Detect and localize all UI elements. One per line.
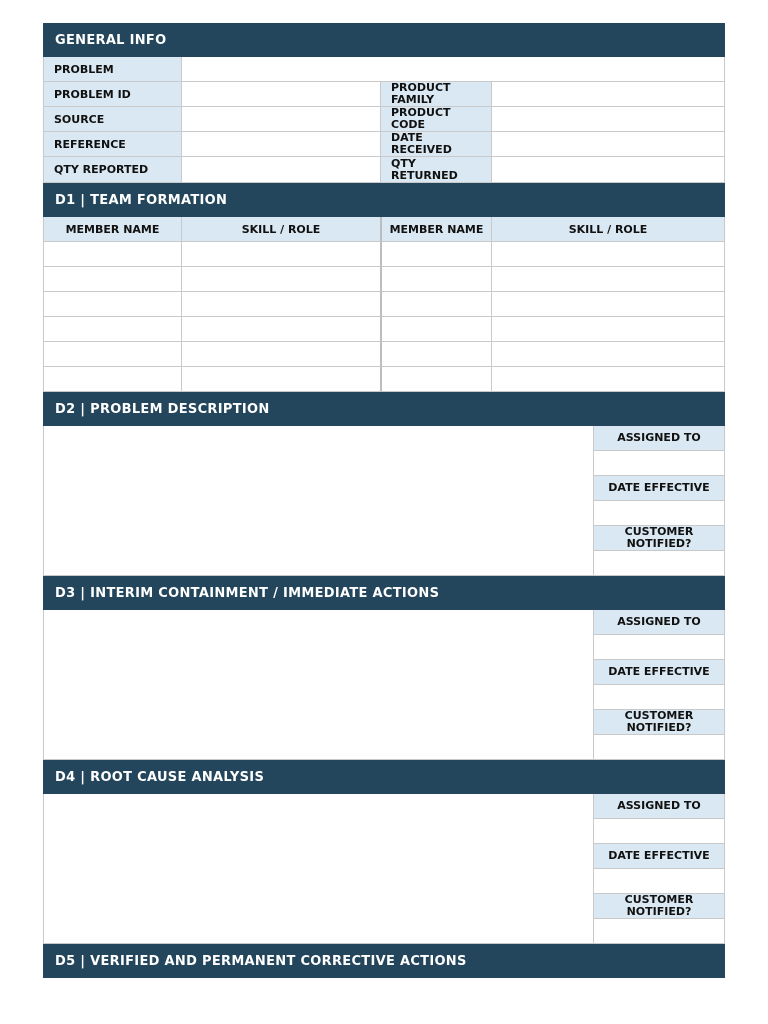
problem-field[interactable] <box>182 57 725 82</box>
qty-returned-label: QTY RETURNED <box>381 157 492 183</box>
reference-label: REFERENCE <box>44 132 182 157</box>
team-table <box>43 217 725 392</box>
reference-field[interactable] <box>182 132 381 157</box>
member-name-cell[interactable] <box>44 267 182 292</box>
skill-role-cell[interactable] <box>182 267 382 292</box>
d3-section <box>43 610 725 760</box>
assigned-to-label: ASSIGNED TO <box>594 794 725 819</box>
product-code-label: PRODUCT CODE <box>381 107 492 132</box>
member-name-cell[interactable] <box>382 367 492 392</box>
skill-role-cell[interactable] <box>492 242 725 267</box>
d1-title: D1 | TEAM FORMATION <box>55 192 228 208</box>
skill-role-cell[interactable] <box>492 342 725 367</box>
general-info-title: GENERAL INFO <box>55 32 167 48</box>
qty-reported-label: QTY REPORTED <box>44 157 182 183</box>
date-effective-field[interactable] <box>594 501 725 526</box>
member-name-cell[interactable] <box>44 242 182 267</box>
customer-notified-label: CUSTOMER NOTIFIED? <box>594 894 725 919</box>
member-name-cell[interactable] <box>44 367 182 392</box>
skill-role-cell[interactable] <box>492 367 725 392</box>
root-cause-field[interactable] <box>44 794 594 944</box>
member-name-cell[interactable] <box>44 317 182 342</box>
assigned-to-field[interactable] <box>594 451 725 476</box>
product-family-label: PRODUCT FAMILY <box>381 82 492 107</box>
skill-role-header-2: SKILL / ROLE <box>492 217 725 242</box>
general-info-header <box>43 23 725 57</box>
member-name-header: MEMBER NAME <box>44 217 182 242</box>
member-name-cell[interactable] <box>382 342 492 367</box>
skill-role-header: SKILL / ROLE <box>182 217 382 242</box>
assigned-to-label: ASSIGNED TO <box>594 426 725 451</box>
qty-reported-field[interactable] <box>182 157 381 183</box>
assigned-to-label: ASSIGNED TO <box>594 610 725 635</box>
member-name-cell[interactable] <box>382 317 492 342</box>
date-received-label: DATE RECEIVED <box>381 132 492 157</box>
assigned-to-field[interactable] <box>594 635 725 660</box>
problem-description-field[interactable] <box>44 426 594 576</box>
d2-section <box>43 426 725 576</box>
qty-returned-field[interactable] <box>492 157 725 183</box>
skill-role-cell[interactable] <box>492 292 725 317</box>
report-sheet <box>43 23 725 978</box>
date-effective-label: DATE EFFECTIVE <box>594 844 725 869</box>
source-field[interactable] <box>182 107 381 132</box>
problem-id-label: PROBLEM ID <box>44 82 182 107</box>
customer-notified-label: CUSTOMER NOTIFIED? <box>594 526 725 551</box>
d5-title: D5 | VERIFIED AND PERMANENT CORRECTIVE ACTIONS <box>55 953 467 969</box>
d2-header <box>43 392 725 426</box>
skill-role-cell[interactable] <box>182 317 382 342</box>
skill-role-cell[interactable] <box>492 267 725 292</box>
d3-side-panel <box>594 610 725 760</box>
product-code-field[interactable] <box>492 107 725 132</box>
problem-id-field[interactable] <box>182 82 381 107</box>
assigned-to-field[interactable] <box>594 819 725 844</box>
d3-header <box>43 576 725 610</box>
skill-role-cell[interactable] <box>182 292 382 317</box>
skill-role-cell[interactable] <box>182 342 382 367</box>
customer-notified-field[interactable] <box>594 919 725 944</box>
date-effective-field[interactable] <box>594 685 725 710</box>
customer-notified-label: CUSTOMER NOTIFIED? <box>594 710 725 735</box>
date-effective-field[interactable] <box>594 869 725 894</box>
skill-role-cell[interactable] <box>492 317 725 342</box>
member-name-cell[interactable] <box>44 292 182 317</box>
customer-notified-field[interactable] <box>594 735 725 760</box>
d2-title: D2 | PROBLEM DESCRIPTION <box>55 401 270 417</box>
member-name-header-2: MEMBER NAME <box>382 217 492 242</box>
member-name-cell[interactable] <box>44 342 182 367</box>
d3-title: D3 | INTERIM CONTAINMENT / IMMEDIATE ACTIONS <box>55 585 440 601</box>
skill-role-cell[interactable] <box>182 367 382 392</box>
d4-side-panel <box>594 794 725 944</box>
interim-actions-field[interactable] <box>44 610 594 760</box>
date-received-field[interactable] <box>492 132 725 157</box>
member-name-cell[interactable] <box>382 242 492 267</box>
problem-label: PROBLEM <box>44 57 182 82</box>
customer-notified-field[interactable] <box>594 551 725 576</box>
d4-section <box>43 794 725 944</box>
member-name-cell[interactable] <box>382 267 492 292</box>
d4-title: D4 | ROOT CAUSE ANALYSIS <box>55 769 265 785</box>
member-name-cell[interactable] <box>382 292 492 317</box>
d5-header <box>43 944 725 978</box>
date-effective-label: DATE EFFECTIVE <box>594 660 725 685</box>
source-label: SOURCE <box>44 107 182 132</box>
skill-role-cell[interactable] <box>182 242 382 267</box>
d1-header <box>43 183 725 217</box>
d4-header <box>43 760 725 794</box>
d2-side-panel <box>594 426 725 576</box>
product-family-field[interactable] <box>492 82 725 107</box>
date-effective-label: DATE EFFECTIVE <box>594 476 725 501</box>
general-info-table <box>43 57 725 183</box>
